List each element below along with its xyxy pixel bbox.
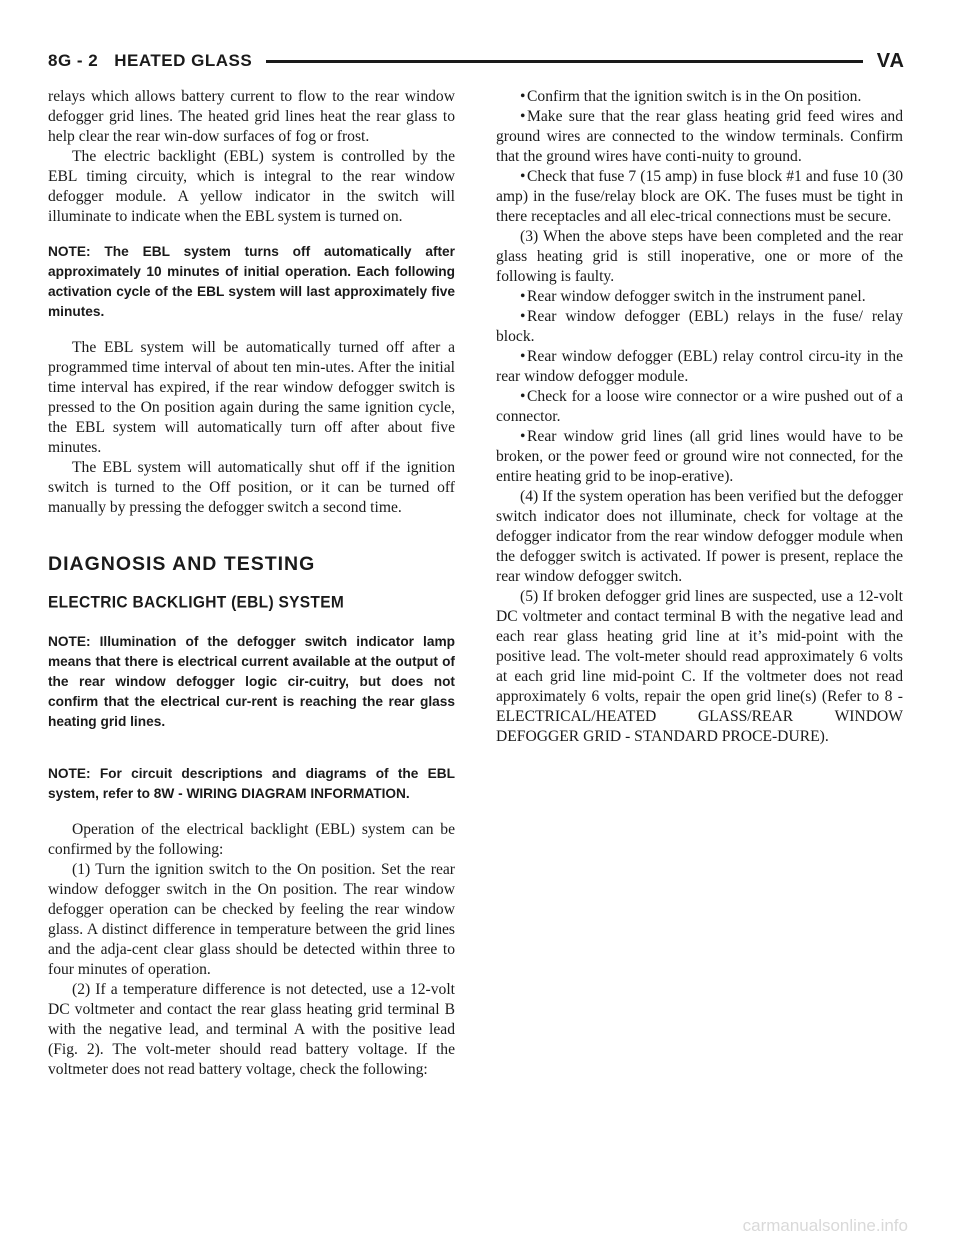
body-paragraph: (4) If the system operation has been verified but the defogger switch indicator does not illuminate, check for voltage at the defogger indicator from the rear window defogger module when the defogger switch is activated. If power is present, replace the rear window defogger switch. — [496, 488, 903, 585]
note: NOTE: The EBL system turns off automatically after approximately 10 minutes of initial operation. Each following activation cycle of the EBL system will last approximately five minutes. — [48, 244, 455, 319]
section-title: HEATED GLASS — [114, 51, 253, 70]
note: NOTE: Illumination of the defogger switch indicator lamp means that there is electrical current available at the output of the rear window defogger logic cir-cuitry, but does not confirm that the electrical cur-rent is reaching the rear glass heating grid lines. — [48, 634, 455, 729]
right-column — [496, 87, 903, 747]
model-code: VA — [876, 49, 905, 72]
bullet-item — [496, 307, 903, 347]
bullet-icon: • — [520, 388, 526, 405]
body-paragraph: (1) Turn the ignition switch to the On position. Set the rear window defogger switch in the On position. The rear window defogger operation can be checked by feeling the rear window glass. A distinct difference in temperature between the grid lines and the adja-cent clear glass should be detected within three to four minutes of operation. — [48, 861, 455, 978]
bullet-icon: • — [520, 168, 526, 185]
bullet-item — [496, 387, 903, 427]
section-heading: DIAGNOSIS AND TESTING — [48, 553, 316, 575]
body-paragraph: The electric backlight (EBL) system is controlled by the EBL timing circuity, which is integral to the rear window defogger module. A yellow indicator in the switch will illuminate to indicate when the EBL system is turned on. — [48, 148, 455, 225]
body-paragraph: (5) If broken defogger grid lines are suspected, use a 12-volt DC voltmeter and contact terminal B with the negative lead and each rear glass heating grid line at it’s mid-point with the positive lead. The volt-meter should read approximately 6 volts at each grid line mid-point C. If the voltmeter does not read approximately 6 volts, repair the open grid line(s) (Refer to 8 - ELECTRICAL/HEATED GLASS/REAR WINDOW DEFOGGER GRID - STANDARD PROCE-DURE). — [496, 588, 903, 745]
note: NOTE: For circuit descriptions and diagrams of the EBL system, refer to 8W - WIRING DIAGRAM INFORMATION. — [48, 766, 455, 801]
bullet-icon: • — [520, 88, 526, 105]
subsection-heading: ELECTRIC BACKLIGHT (EBL) SYSTEM — [48, 593, 345, 612]
bullet-text: Rear window grid lines (all grid lines would have to be broken, or the power feed or ground wire not connected, for the entire heating grid to be inop-erative). — [496, 428, 903, 485]
body-paragraph: (2) If a temperature difference is not detected, use a 12-volt DC voltmeter and contact the rear glass heating grid terminal B with the negative lead, and terminal A with the positive lead (Fig. 2). The volt-meter should read battery voltage. If the voltmeter does not read battery voltage, check the following: — [48, 981, 455, 1078]
body-paragraph: The EBL system will automatically shut off if the ignition switch is turned to the Off position, or it can be turned off manually by pressing the defogger switch a second time. — [48, 459, 455, 516]
bullet-icon: • — [520, 108, 526, 125]
bullet-item — [496, 87, 903, 107]
body-paragraph: (3) When the above steps have been completed and the rear glass heating grid is still inoperative, one or more of the following is faulty. — [496, 228, 903, 285]
bullet-icon: • — [520, 288, 526, 305]
page-header — [48, 46, 905, 76]
bullet-item — [496, 167, 903, 227]
bullet-item — [496, 427, 903, 487]
left-column — [48, 87, 455, 1080]
body-paragraph: Operation of the electrical backlight (EBL) system can be confirmed by the following: — [48, 821, 455, 858]
bullet-icon: • — [520, 308, 526, 325]
bullet-item — [496, 347, 903, 387]
body-paragraph: The EBL system will be automatically turned off after a programmed time interval of about ten min-utes. After the initial time interval has expired, if the rear window defogger switch is pressed to the On position again during the same ignition cycle, the EBL system will automatically turn off after about five minutes. — [48, 339, 455, 456]
bullet-text: Check for a loose wire connector or a wire pushed out of a connector. — [496, 388, 903, 425]
watermark[interactable]: carmanualsonline.info — [742, 1216, 908, 1235]
bullet-item — [496, 107, 903, 167]
bullet-item — [496, 287, 903, 307]
page-number: 8G - 2 — [48, 51, 99, 70]
bullet-text: Rear window defogger (EBL) relay control circu-ity in the rear window defogger module. — [496, 348, 903, 385]
bullet-text: Make sure that the rear glass heating grid feed wires and ground wires are connected to the window terminals. Confirm that the ground wires have conti-nuity to ground. — [496, 108, 903, 165]
header-rule — [266, 60, 863, 63]
bullet-icon: • — [520, 428, 526, 445]
bullet-text: Rear window defogger switch in the instrument panel. — [527, 288, 866, 305]
bullet-text: Rear window defogger (EBL) relays in the fuse/ relay block. — [496, 308, 903, 345]
bullet-text: Confirm that the ignition switch is in the On position. — [527, 88, 862, 105]
bullet-icon: • — [520, 348, 526, 365]
bullet-text: Check that fuse 7 (15 amp) in fuse block #1 and fuse 10 (30 amp) in the fuse/relay block are OK. The fuses must be tight in there receptacles and all elec-trical connections must be secure. — [496, 168, 903, 225]
body-paragraph: relays which allows battery current to flow to the rear window defogger grid lines. The heated grid lines heat the rear glass to help clear the rear win-dow surfaces of fog or frost. — [48, 88, 455, 145]
